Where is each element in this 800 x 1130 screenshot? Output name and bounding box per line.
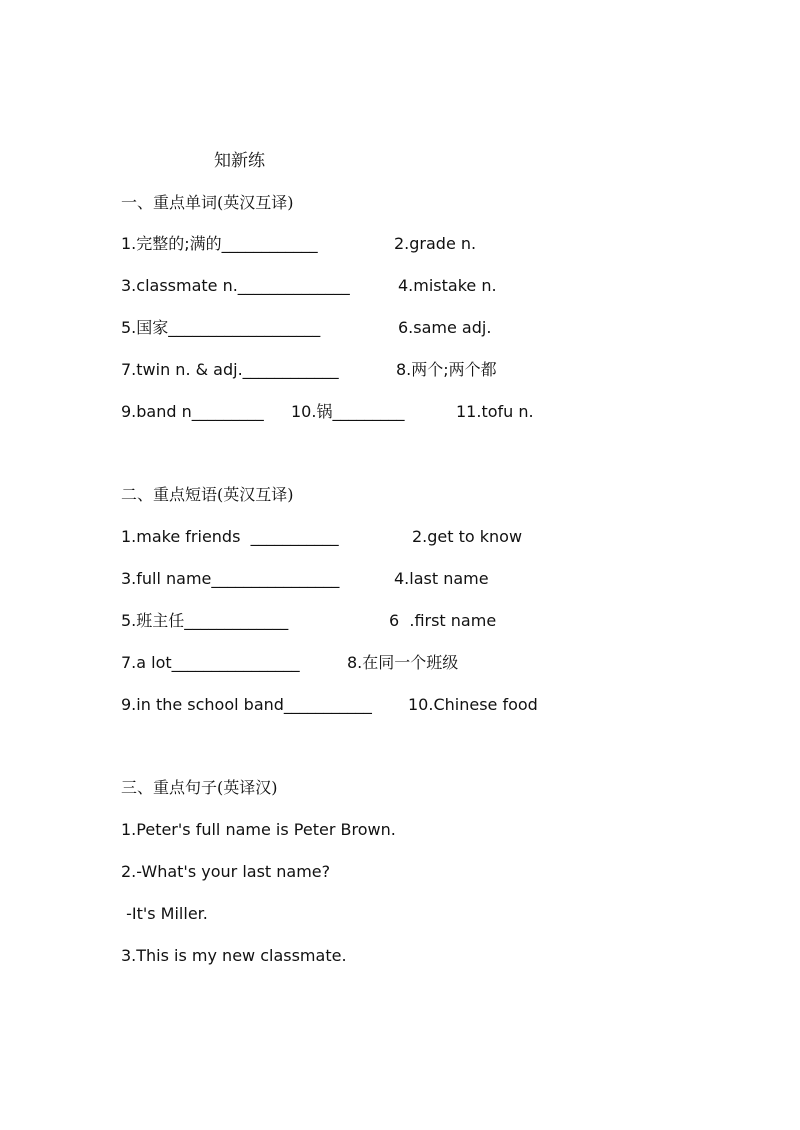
phrase-item-7: 7.a lot________________ [121, 653, 300, 672]
page-title: 知新练 [214, 151, 265, 171]
vocab-item-10: 10.锅_________ [291, 402, 405, 421]
phrase-item-2: 2.get to know [412, 527, 523, 546]
sentence-item-3: 3.This is my new classmate. [121, 946, 347, 965]
vocab-item-8: 8.两个;两个都 [396, 360, 497, 379]
vocab-item-11: 11.tofu n. [456, 402, 534, 421]
vocab-item-2: 2.grade n. [394, 234, 477, 253]
phrase-item-9: 9.in the school band___________ [121, 695, 372, 714]
phrase-item-6: 6 .first name [389, 611, 497, 630]
phrase-item-8: 8.在同一个班级 [347, 653, 459, 672]
section-2-heading: 二、重点短语(英汉互译) [121, 485, 294, 504]
sentence-item-2-question: 2.-What's your last name? [121, 862, 331, 881]
vocab-item-1: 1.完整的;满的____________ [121, 234, 318, 253]
sentence-item-1: 1.Peter's full name is Peter Brown. [121, 820, 396, 839]
vocab-item-4: 4.mistake n. [398, 276, 497, 295]
section-1-heading: 一、重点单词(英汉互译) [121, 193, 294, 212]
vocab-item-5: 5.国家___________________ [121, 318, 321, 337]
phrase-item-4: 4.last name [394, 569, 489, 588]
vocab-item-9: 9.band n_________ [121, 402, 264, 421]
vocab-item-3: 3.classmate n.______________ [121, 276, 350, 295]
sentence-item-2-answer: -It's Miller. [121, 904, 208, 923]
vocab-item-7: 7.twin n. & adj.____________ [121, 360, 339, 379]
phrase-item-1: 1.make friends ___________ [121, 527, 339, 546]
vocab-item-6: 6.same adj. [398, 318, 492, 337]
phrase-item-10: 10.Chinese food [408, 695, 538, 714]
phrase-item-5: 5.班主任_____________ [121, 611, 289, 630]
phrase-item-3: 3.full name________________ [121, 569, 340, 588]
section-3-heading: 三、重点句子(英译汉) [121, 778, 278, 797]
